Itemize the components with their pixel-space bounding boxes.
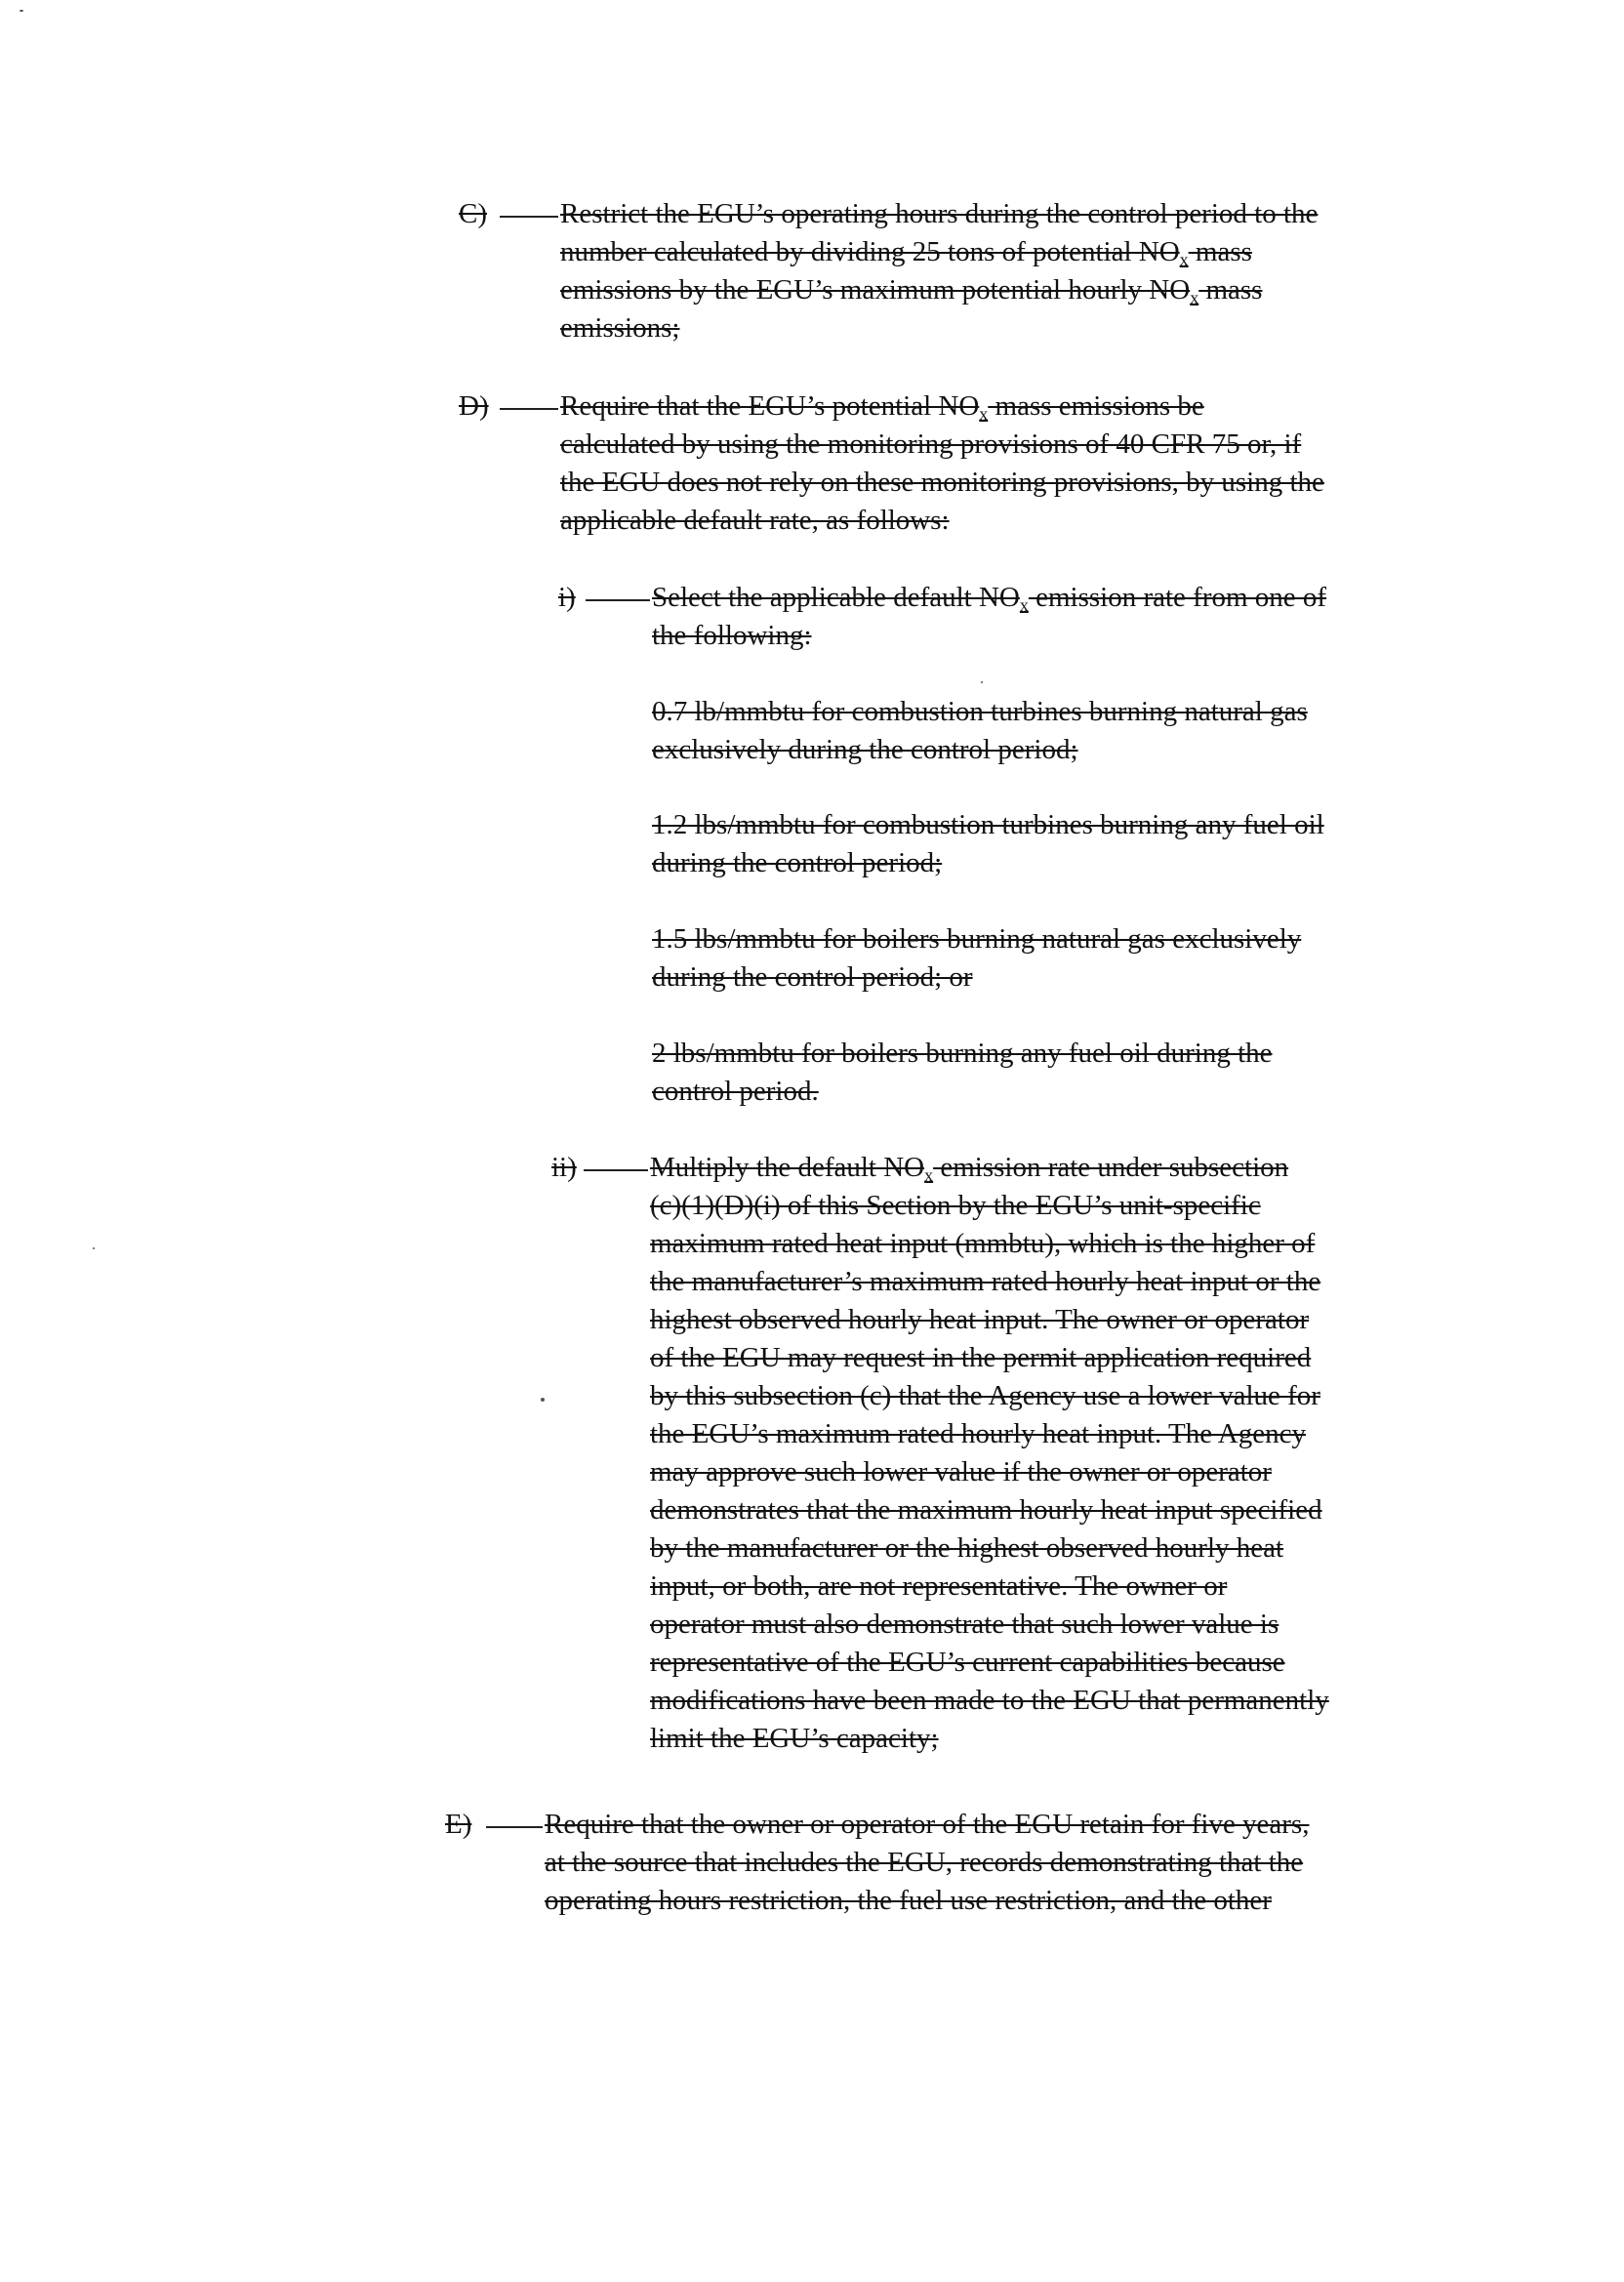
item-dii-line-1: Multiply the default $NO_x$ emission rate under subsection <box>650 1152 1289 1185</box>
rate-option-3: 1.5 lbs/mmbtu for boilers burning natural gas exclusively during the control period; or <box>652 923 1302 993</box>
item-e-leader <box>486 1826 543 1828</box>
item-di-label: i) <box>558 582 576 613</box>
item-c-line-2: number calculated by dividing 25 tons of potential $NO_x$ mass <box>560 236 1252 269</box>
scan-speck <box>20 10 23 12</box>
item-di-leader <box>586 599 650 601</box>
item-di-line-1: Select the applicable default $NO_x$ emission rate from one of <box>652 582 1327 615</box>
item-dii-leader <box>584 1169 648 1171</box>
item-d-text <box>560 387 1324 540</box>
scan-speck <box>93 1247 95 1249</box>
item-c-line-4: emissions; <box>560 312 680 344</box>
item-d-leader <box>500 408 558 410</box>
item-di-text <box>652 579 1326 655</box>
item-d-line-1: Require that the EGU’s potential $NO_x$ mass emissions be <box>560 390 1204 424</box>
item-c-line-1: Restrict the EGU’s operating hours during the control period to the <box>560 198 1319 229</box>
item-c-leader <box>500 216 558 218</box>
item-d-label: D) <box>459 390 489 422</box>
item-di-line-2: the following: <box>652 620 812 651</box>
scan-speck <box>541 1398 545 1402</box>
item-dii-text: Multiply the default $NO_x$ emission rate under subsection (c)(1)(D)(i) of this Section by the EGU’s unit-specific maximum rated heat input (mmbtu), which is the higher of the manufacturer’s maximum rated hourly heat input or the highest observed hourly heat input. The owner or operator of the EGU may request in the permit application required by this subsection (c) that the Agency use a lower value for the EGU’s maximum rated hourly heat input. The Agency may approve such lower value if the owner or operator demonstrates that the maximum hourly heat input specified by the manufacturer or the highest observed hourly heat input, or both, are not representative. The owner or operator must also demonstrate that such lower value is representative of the EGU’s current capabilities because modifications have been made to the EGU that permanently limit the EGU’s capacity; <box>650 1149 1329 1758</box>
item-d-line-4: applicable default rate, as follows: <box>560 505 950 536</box>
item-c-text <box>560 195 1318 347</box>
item-e-text: Require that the owner or operator of the EGU retain for five years, at the source that includes the EGU, records demonstrating that the operating hours restriction, the fuel use restriction, and the other <box>545 1809 1310 1916</box>
item-c-line-3: emissions by the EGU’s maximum potential hourly $NO_x$ mass <box>560 274 1263 307</box>
scan-speck <box>981 681 983 683</box>
item-c-label: C) <box>459 198 487 229</box>
rate-option-2: 1.2 lbs/mmbtu for combustion turbines burning any fuel oil during the control period; <box>652 809 1324 878</box>
item-d-line-3: the EGU does not rely on these monitoring provisions, by using the <box>560 467 1324 498</box>
item-d-line-2: calculated by using the monitoring provisions of 40 CFR 75 or, if <box>560 428 1302 460</box>
rate-option-1: 0.7 lb/mmbtu for combustion turbines burning natural gas exclusively during the control period; <box>652 696 1308 765</box>
rate-option-4: 2 lbs/mmbtu for boilers burning any fuel oil during the control period. <box>652 1038 1273 1107</box>
item-e-label: E) <box>445 1809 472 1840</box>
item-dii-label: ii) <box>551 1152 577 1183</box>
